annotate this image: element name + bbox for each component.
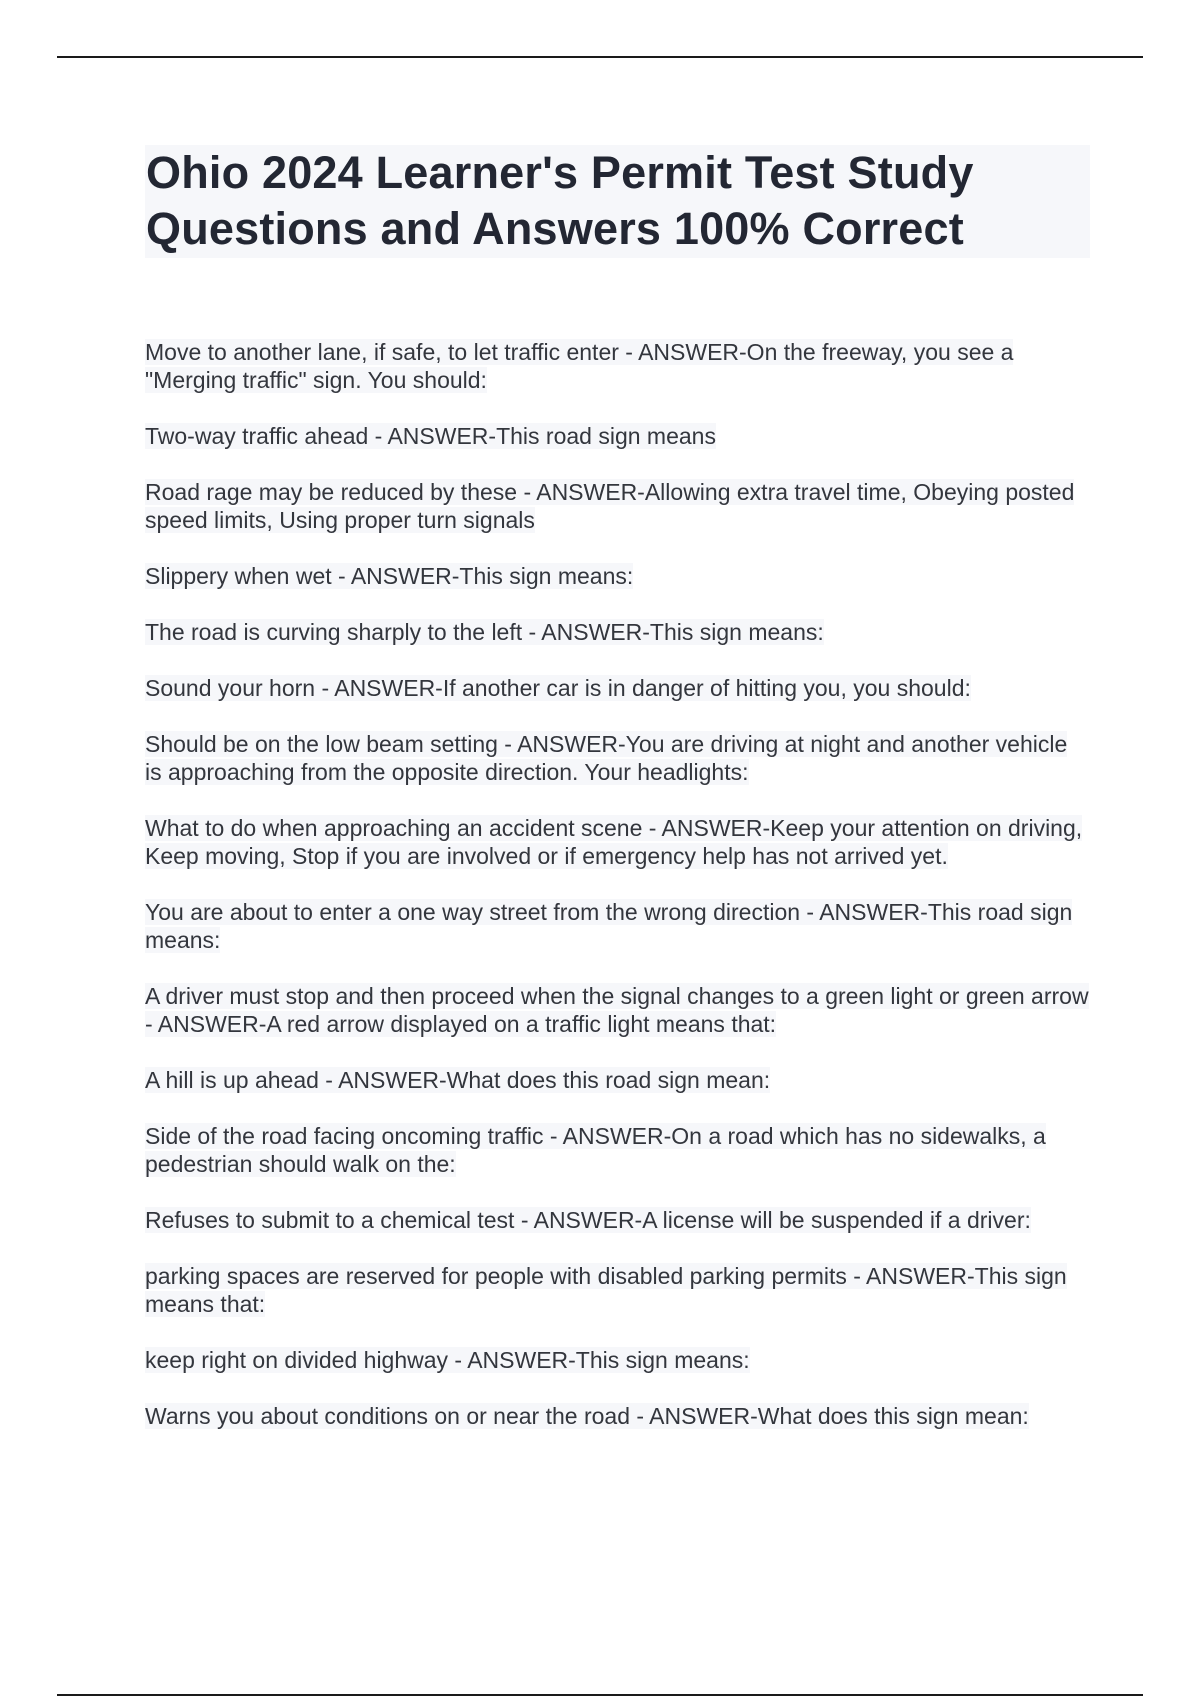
- qa-item-13: [145, 1206, 1090, 1234]
- qa-text: What to do when approaching an accident scene - ANSWER-Keep your attention on driving, Keep moving, Stop if you are involved or if emergency help has not arrived yet.: [145, 815, 1083, 869]
- qa-item-15: [145, 1346, 1090, 1374]
- qa-text: keep right on divided highway - ANSWER-This sign means:: [145, 1347, 750, 1373]
- qa-text: A hill is up ahead - ANSWER-What does this road sign mean:: [145, 1067, 771, 1093]
- qa-item-7: [145, 730, 1090, 786]
- qa-item-9: [145, 898, 1090, 954]
- qa-text: Two-way traffic ahead - ANSWER-This road sign means: [145, 423, 716, 449]
- qa-item-3: [145, 478, 1090, 534]
- document-title: Ohio 2024 Learner's Permit Test Study Questions and Answers 100% Correct: [146, 147, 974, 254]
- qa-text: Side of the road facing oncoming traffic - ANSWER-On a road which has no sidewalks, a pedestrian should walk on the:: [145, 1123, 1046, 1177]
- qa-text: Road rage may be reduced by these - ANSWER-Allowing extra travel time, Obeying posted speed limits, Using proper turn signals: [145, 479, 1075, 533]
- qa-text: parking spaces are reserved for people with disabled parking permits - ANSWER-This sign means that:: [145, 1263, 1067, 1317]
- qa-list: [145, 338, 1090, 1430]
- title-block: [145, 145, 1090, 258]
- qa-item-5: [145, 618, 1090, 646]
- qa-text: Warns you about conditions on or near the road - ANSWER-What does this sign mean:: [145, 1403, 1029, 1429]
- qa-item-11: [145, 1066, 1090, 1094]
- qa-text: A driver must stop and then proceed when the signal changes to a green light or green arrow - ANSWER-A red arrow displayed on a traffic light means that:: [145, 983, 1089, 1037]
- qa-item-12: [145, 1122, 1090, 1178]
- qa-item-8: [145, 814, 1090, 870]
- qa-item-16: [145, 1402, 1090, 1430]
- qa-text: Should be on the low beam setting - ANSWER-You are driving at night and another vehicle is approaching from the opposite direction. Your headlights:: [145, 731, 1068, 785]
- bottom-divider: [57, 1694, 1143, 1696]
- qa-text: Move to another lane, if safe, to let traffic enter - ANSWER-On the freeway, you see a "Merging traffic" sign. You should:: [145, 339, 1014, 393]
- qa-text: Refuses to submit to a chemical test - ANSWER-A license will be suspended if a driver:: [145, 1207, 1031, 1233]
- qa-item-2: [145, 422, 1090, 450]
- qa-item-4: [145, 562, 1090, 590]
- qa-text: The road is curving sharply to the left - ANSWER-This sign means:: [145, 619, 824, 645]
- qa-item-14: [145, 1262, 1090, 1318]
- qa-item-10: [145, 982, 1090, 1038]
- top-divider: [57, 56, 1143, 58]
- qa-item-1: [145, 338, 1090, 394]
- qa-item-6: [145, 674, 1090, 702]
- qa-text: You are about to enter a one way street from the wrong direction - ANSWER-This road sign means:: [145, 899, 1073, 953]
- qa-text: Sound your horn - ANSWER-If another car is in danger of hitting you, you should:: [145, 675, 971, 701]
- qa-text: Slippery when wet - ANSWER-This sign means:: [145, 563, 634, 589]
